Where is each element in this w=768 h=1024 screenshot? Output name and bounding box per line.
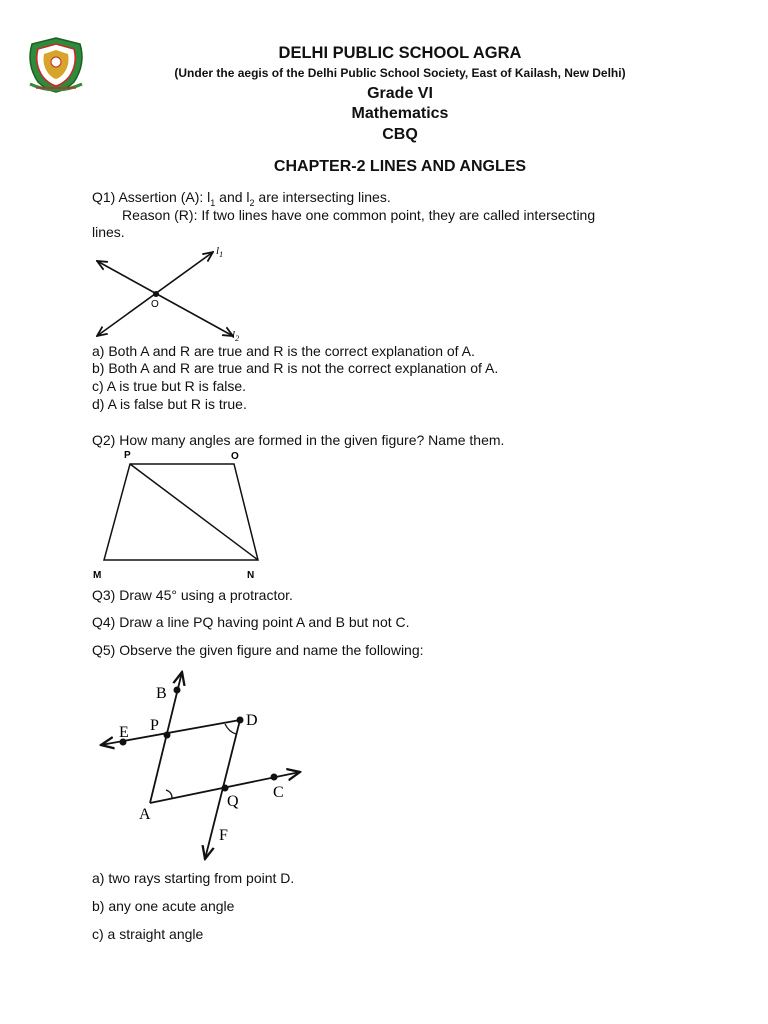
label-e: E: [119, 724, 129, 741]
point-o: [153, 291, 159, 297]
q4-text: Q4) Draw a line PQ having point A and B but not C.: [92, 614, 410, 630]
label-p: P: [150, 717, 159, 734]
school-aegis: (Under the aegis of the Delhi Public School Society, East of Kailash, New Delhi): [174, 66, 626, 80]
quadrilateral-pomn: [104, 464, 258, 560]
angle-arc-d: [225, 724, 236, 734]
chapter-title: CHAPTER-2 LINES AND ANGLES: [273, 158, 527, 175]
q1-option-c: c) A is true but R is false.: [92, 378, 247, 394]
label-n: N: [247, 570, 255, 581]
label-o: O: [151, 299, 159, 310]
grade-label: Grade VI: [367, 85, 433, 102]
point-p: [164, 732, 171, 739]
line-l2: [97, 261, 233, 336]
worksheet-type: CBQ: [382, 126, 418, 143]
subject-label: Mathematics: [351, 105, 449, 122]
school-name: DELHI PUBLIC SCHOOL AGRA: [278, 44, 522, 62]
q2-quadrilateral-figure: [88, 448, 268, 584]
label-q: Q: [227, 793, 239, 810]
label-l2: $l_2$: [232, 329, 240, 343]
q5-part-a: a) two rays starting from point D.: [92, 870, 295, 886]
q2-text: Q2) How many angles are formed in the given figure? Name them.: [92, 432, 505, 448]
point-b: [174, 687, 181, 694]
label-p: P: [124, 450, 131, 461]
q5-lines-figure: [88, 664, 313, 864]
label-d: D: [246, 712, 258, 729]
q1-intersecting-lines-figure: [88, 240, 258, 348]
label-f: F: [219, 827, 228, 844]
point-d: [237, 717, 244, 724]
label-a: A: [139, 806, 151, 823]
point-q: [222, 785, 229, 792]
point-c: [271, 774, 278, 781]
q1-option-a: a) Both A and R are true and R is the correct explanation of A.: [92, 343, 475, 359]
label-b: B: [156, 685, 167, 702]
label-l1: $l_1$: [216, 245, 224, 259]
angle-arc-a: [166, 790, 172, 798]
label-c: C: [273, 784, 284, 801]
q1-assertion: Q1) Assertion (A): $l_1$ and $l_2$ are intersecting lines.: [92, 189, 391, 208]
q5-text: Q5) Observe the given figure and name the following:: [92, 642, 424, 658]
q1-option-d: d) A is false but R is true.: [92, 396, 247, 412]
q5-part-b: b) any one acute angle: [92, 898, 235, 914]
label-m: M: [93, 570, 102, 581]
q5-part-c: c) a straight angle: [92, 926, 204, 942]
label-o: O: [231, 451, 239, 462]
q1-option-b: b) Both A and R are true and R is not the correct explanation of A.: [92, 360, 499, 376]
q3-text: Q3) Draw 45° using a protractor.: [92, 587, 293, 603]
q1-reason-continued: lines.: [92, 224, 125, 240]
diagonal-pn: [130, 464, 258, 560]
q1-reason: Reason (R): If two lines have one common point, they are called intersecting: [122, 207, 596, 223]
